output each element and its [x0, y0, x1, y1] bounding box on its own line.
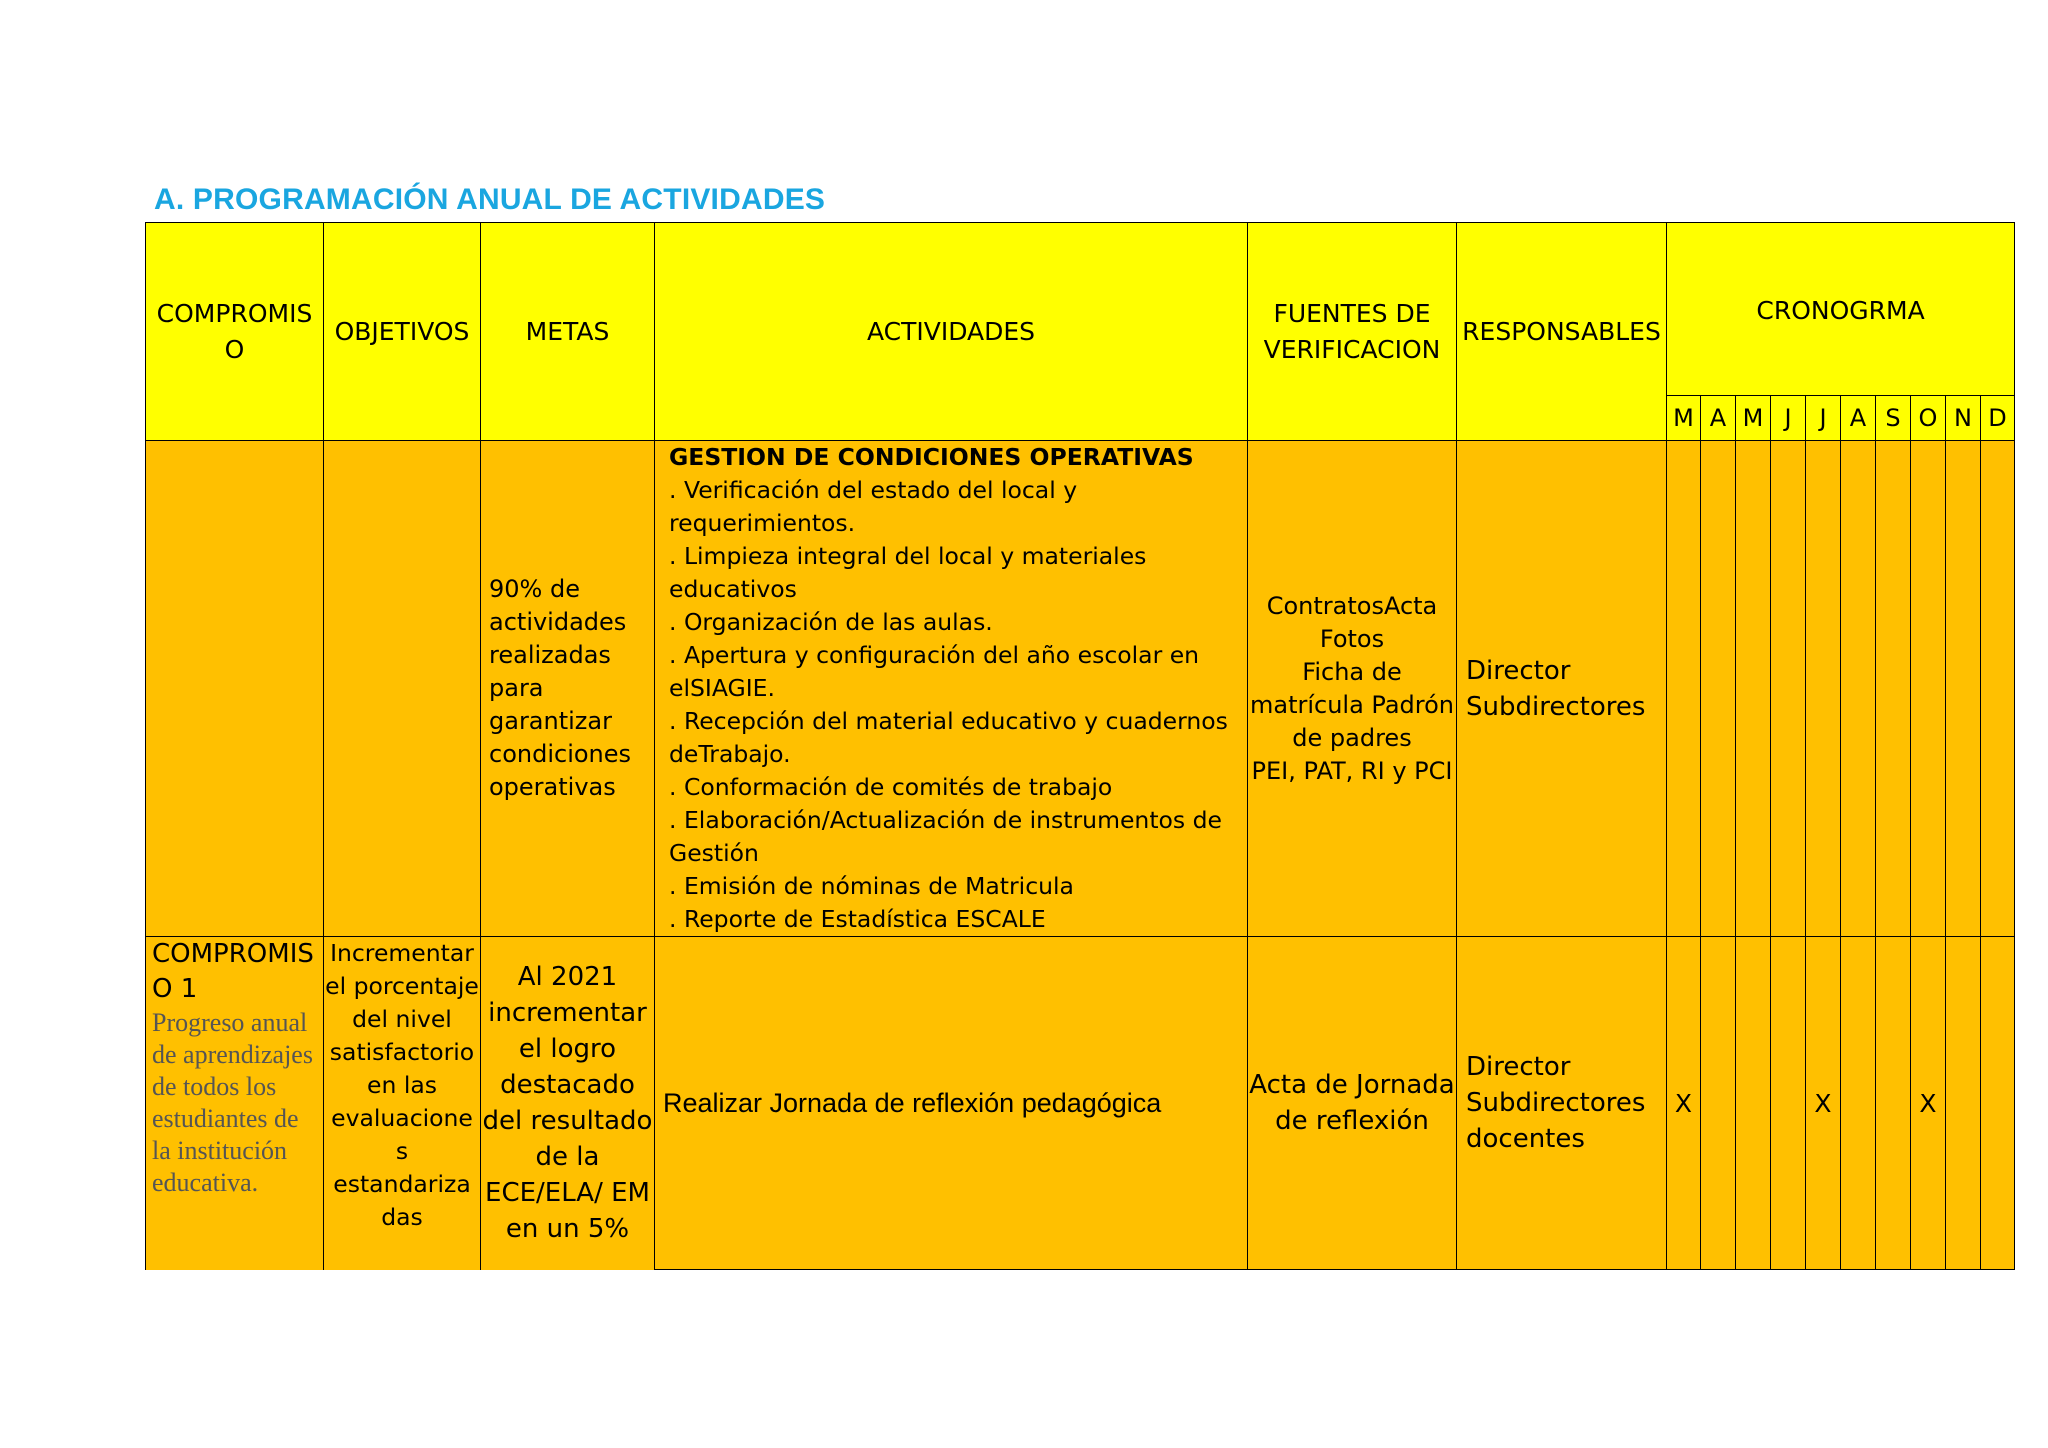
month-header: D — [1981, 396, 2015, 441]
month-mark — [1981, 441, 2015, 937]
month-header: M — [1736, 396, 1771, 441]
header-objetivos: OBJETIVOS — [324, 223, 481, 441]
actividades-cell: Realizar Jornada de reflexión pedagógica — [655, 937, 1248, 1270]
month-mark — [1876, 937, 1911, 1270]
header-metas: METAS — [481, 223, 655, 441]
table-row — [146, 441, 2015, 937]
month-header: J — [1771, 396, 1806, 441]
month-mark — [1736, 441, 1771, 937]
activity-item: . Organización de las aulas. — [669, 608, 993, 636]
compromiso-cell — [146, 937, 324, 1270]
month-mark — [1841, 441, 1876, 937]
responsable-item: Subdirectores — [1466, 1088, 1646, 1118]
activity-item: . Apertura y configuración del año escolar en elSIAGIE. — [669, 641, 1200, 702]
month-mark — [1806, 441, 1841, 937]
month-mark: X — [1667, 937, 1701, 1270]
activity-item: . Limpieza integral del local y materiales educativos — [669, 542, 1147, 603]
compromiso-cell — [146, 441, 324, 937]
fuente-item: Fotos — [1319, 624, 1385, 653]
month-header: J — [1806, 396, 1841, 441]
header-cronograma: CRONOGRMA — [1667, 223, 2015, 396]
month-mark — [1911, 441, 1946, 937]
month-header: S — [1876, 396, 1911, 441]
month-mark — [1701, 937, 1736, 1270]
month-mark — [1981, 937, 2015, 1270]
header-compromiso: COMPROMIS O — [146, 223, 324, 441]
table-row — [146, 937, 2015, 1270]
activity-item: . Verificación del estado del local y requerimientos. — [669, 476, 1078, 537]
month-mark — [1771, 937, 1806, 1270]
fuente-item: Ficha de matrícula Padrón de padres — [1249, 657, 1454, 752]
compromiso-description: Progreso anual de aprendizajes de todos los estudiantes de la institución educativa. — [152, 1008, 313, 1197]
compromiso-title: COMPROMIS O 1 — [152, 939, 314, 1004]
fuente-item: ContratosActa — [1266, 591, 1438, 620]
responsables-cell — [1457, 937, 1667, 1270]
month-mark — [1771, 441, 1806, 937]
month-mark — [1841, 937, 1876, 1270]
responsable-item: docentes — [1466, 1124, 1585, 1154]
activity-item: . Emisión de nóminas de Matricula — [669, 872, 1074, 900]
month-mark: X — [1806, 937, 1841, 1270]
activity-item: . Conformación de comités de trabajo — [669, 773, 1113, 801]
month-mark — [1876, 441, 1911, 937]
actividades-heading: GESTION DE CONDICIONES OPERATIVAS — [669, 443, 1194, 471]
month-header: O — [1911, 396, 1946, 441]
objetivos-cell — [324, 441, 481, 937]
metas-cell: 90% de actividades realizadas para garantizar condiciones operativas — [481, 441, 655, 937]
month-mark — [1736, 937, 1771, 1270]
month-mark — [1701, 441, 1736, 937]
actividades-cell — [655, 441, 1248, 937]
header-responsables: RESPONSABLES — [1457, 223, 1667, 441]
section-title: A. PROGRAMACIÓN ANUAL DE ACTIVIDADES — [154, 183, 826, 216]
month-header: N — [1946, 396, 1981, 441]
month-mark — [1667, 441, 1701, 937]
responsable-item: Subdirectores — [1466, 691, 1646, 722]
month-mark — [1946, 441, 1981, 937]
objetivos-cell: Incrementar el porcentaje del nivel satisfactorio en las evaluacione s estandariza das — [324, 937, 481, 1270]
activity-item: . Recepción del material educativo y cuadernos deTrabajo. — [669, 707, 1228, 768]
responsables-cell — [1457, 441, 1667, 937]
month-header: A — [1701, 396, 1736, 441]
activity-item: . Elaboración/Actualización de instrumentos de Gestión — [669, 806, 1222, 867]
fuente-item: PEI, PAT, RI y PCI — [1251, 756, 1453, 785]
month-mark — [1946, 937, 1981, 1270]
fuentes-cell: Acta de Jornada de reflexión — [1248, 937, 1457, 1270]
responsable-item: Director — [1466, 655, 1571, 686]
responsable-item: Director — [1466, 1052, 1571, 1082]
activity-item: . Reporte de Estadística ESCALE — [669, 905, 1046, 933]
month-header: A — [1841, 396, 1876, 441]
header-fuentes: FUENTES DE VERIFICACION — [1248, 223, 1457, 441]
metas-cell: Al 2021 incrementar el logro destacado del resultado de la ECE/ELA/ EM en un 5% — [481, 937, 655, 1270]
header-actividades: ACTIVIDADES — [655, 223, 1248, 441]
month-header: M — [1667, 396, 1701, 441]
activities-table — [145, 222, 2015, 1270]
fuentes-cell — [1248, 441, 1457, 937]
month-mark: X — [1911, 937, 1946, 1270]
